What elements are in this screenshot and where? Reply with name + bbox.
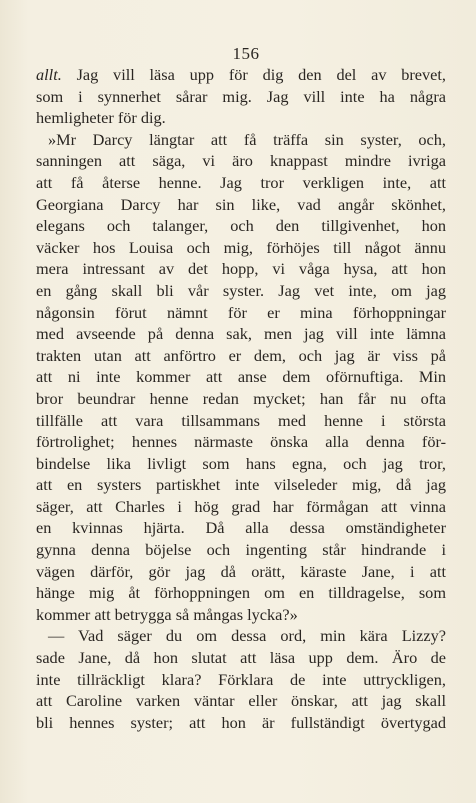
line-text: att en systers partiskhet inte vilseleder mig, då jag <box>36 475 446 495</box>
line-text: att Caroline varken väntar eller önskar, att jag skall <box>36 691 446 711</box>
text-line <box>36 129 446 151</box>
line-text: mera intressant av det hopp, vi våga hysa, att hon <box>36 259 446 279</box>
text-line <box>36 237 446 259</box>
text-line <box>36 453 446 475</box>
line-text: sade Jane, då hon slutat att läsa upp dem. Äro de <box>36 648 446 668</box>
line-text: hänge mig åt förhoppningen om en tilldragelse, som <box>36 583 446 603</box>
text-line <box>36 496 446 518</box>
text-line <box>36 517 446 539</box>
line-text: vägen därför, gör jag då orätt, käraste Jane, i att <box>36 561 446 581</box>
text-line <box>36 366 446 388</box>
text-line <box>36 582 446 604</box>
line-text: sanningen att säga, vi äro knappast mindre ivriga <box>36 151 446 171</box>
text-line <box>36 107 446 129</box>
line-text: — Vad säger du om dessa ord, min kära Lizzy? <box>48 626 446 646</box>
line-text: en kvinnas hjärta. Då alla dessa omständigheter <box>36 518 446 538</box>
line-text: en gång skall bli vår syster. Jag vet inte, om jag <box>36 280 446 300</box>
line-text: bindelse lika livligt som hans egna, och jag tror, <box>36 453 446 473</box>
text-line <box>36 302 446 324</box>
line-text: med avseende på denna sak, men jag vill inte lämna <box>36 324 446 344</box>
text-line <box>36 669 446 691</box>
text-line <box>36 280 446 302</box>
line-text: trakten utan att anförtro er dem, och jag är viss på <box>36 345 446 365</box>
text-line <box>36 539 446 561</box>
line-text: att ni inte kommer att anse dem oförnuftiga. Min <box>36 367 446 387</box>
line-text: förtrolighet; hennes närmaste önska alla denna för- <box>36 432 446 452</box>
line-text: säger, att Charles i hög grad har förmågan att vinna <box>36 496 446 516</box>
line-text: Jag vill läsa upp för dig den del av brevet, <box>61 65 446 84</box>
text-line <box>36 194 446 216</box>
line-text: tillfälle att vara tillsammans med henne i största <box>36 410 446 430</box>
text-line <box>36 258 446 280</box>
text-line <box>36 474 446 496</box>
italic-word: allt. <box>36 65 62 84</box>
text-line <box>36 150 446 172</box>
line-text: hemligheter för dig. <box>36 108 166 128</box>
text-line <box>36 431 446 453</box>
text-line <box>36 215 446 237</box>
line-text: bror beundrar henne redan mycket; han får nu ofta <box>36 388 446 408</box>
text-line <box>36 690 446 712</box>
text-line <box>36 64 446 86</box>
text-line <box>36 388 446 410</box>
text-line <box>36 561 446 583</box>
line-text: någonsin förut nämnt för er mina förhoppningar <box>36 302 446 322</box>
text-line <box>36 410 446 432</box>
line-text: väcker hos Louisa och mig, förhöjes till något ännu <box>36 237 446 257</box>
body-text <box>36 64 446 733</box>
text-line <box>36 625 446 647</box>
text-line <box>36 172 446 194</box>
text-line <box>36 604 446 626</box>
line-text: »Mr Darcy längtar att få träffa sin syster, och, <box>48 129 446 149</box>
line-text: gynna denna böjelse och ingenting står hindrande i <box>36 540 446 560</box>
text-line <box>36 86 446 108</box>
text-line <box>36 345 446 367</box>
line-text: inte tillräckligt klara? Förklara de inte uttryckligen, <box>36 669 446 689</box>
text-line <box>36 323 446 345</box>
line-text: Georgiana Darcy har sin like, vad angår skönhet, <box>36 194 446 214</box>
line-text: bli hennes syster; att hon är fullständigt övertygad <box>36 712 446 732</box>
text-line <box>36 647 446 669</box>
line-text: som i synnerhet sårar mig. Jag vill inte ha några <box>36 86 446 106</box>
line-text: kommer att betrygga så mångas lycka?» <box>36 604 298 624</box>
line-text: att få återse henne. Jag tror verkligen inte, att <box>36 172 446 192</box>
text-line <box>36 712 446 734</box>
page-number: 156 <box>232 44 260 63</box>
line-text: elegans och talanger, och den tillgivenhet, hon <box>36 216 446 236</box>
